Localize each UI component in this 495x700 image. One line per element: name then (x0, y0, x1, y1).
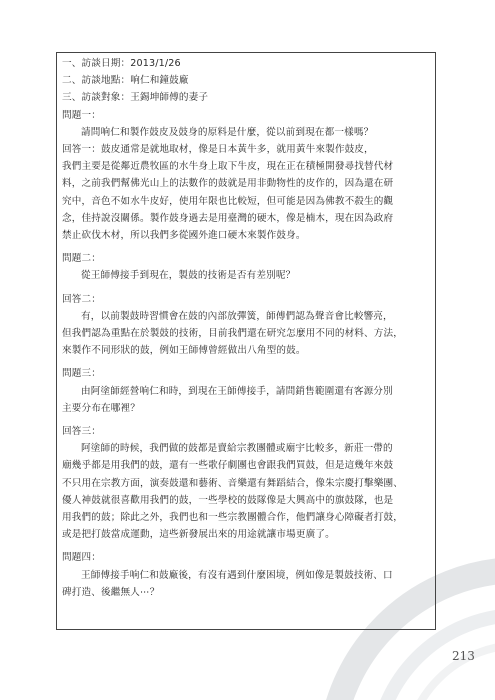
answer-3-line: 用我們的鼓；除此之外，我們也和一些宗教團體合作，他們讓身心障礙者打鼓， (62, 512, 404, 524)
question-2-label: 問題二： (62, 253, 101, 265)
question-4-line: 碑打造、後繼無人⋯？ (62, 586, 160, 598)
question-3-line: 主要分布在哪裡？ (62, 402, 140, 414)
answer-3-line: 或是把打鼓當成運動，這些新發展出來的用途就讓市場更廣了。 (62, 529, 335, 541)
answer-2-line: 有，以前製鼓時習慣會在鼓的內部放彈簧，師傅們認為聲音會比較響亮， (81, 310, 393, 322)
interview-place: 二、訪談地點：响仁和鐘鼓廠 (62, 75, 189, 87)
answer-1-line: 究中，音色不如水牛皮好，使用年限也比較短，但可能是因為佛教不殺生的觀 (62, 195, 394, 207)
question-4-line: 王師傅接手响仁和鼓廠後，有沒有遇到什麼困境，例如像是製鼓技術、口 (81, 569, 393, 581)
answer-3-label: 回答三： (62, 426, 101, 438)
answer-2-line: 但我們認為重點在於製鼓的技術，目前我們還在研究怎麼用不同的材料、方法， (62, 328, 404, 340)
question-3-line: 由阿塗師經營响仁和時，到現在王師傅接手，請問銷售範圍還有客源分別 (81, 385, 393, 397)
interview-content (62, 55, 432, 601)
answer-1-line: 回答一：鼓皮通常是就地取材，像是日本黃牛多，就用黃牛來製作鼓皮， (62, 144, 374, 156)
answer-1-line: 料，之前我們幫佛光山上的法數作的鼓就是用非動物性的皮作的，因為還在研 (62, 178, 394, 190)
question-1-text: 請問响仁和製作鼓皮及鼓身的原料是什麼，從以前到現在都一樣嗎？ (81, 126, 374, 138)
interview-date: 一、訪談日期：2013/1/26 (62, 58, 181, 69)
question-3-label: 問題三： (62, 368, 101, 380)
answer-1-line: 禁止砍伐木材，所以我們多從國外進口硬木來製作鼓身。 (62, 230, 306, 242)
answer-2-line: 來製作不同形狀的鼓，例如王師傅曾經做出八角型的鼓。 (62, 345, 306, 357)
answer-3-line: 不只用在宗教方面，演奏鼓還和藝術、音樂還有舞蹈結合，像朱宗慶打擊樂團、 (62, 477, 404, 489)
interview-subject: 三、訪談對象：王錫坤師傅的妻子 (62, 92, 209, 104)
page-number: 213 (452, 649, 475, 663)
question-4-label: 問題四： (62, 552, 101, 564)
question-1-label: 問題一： (62, 109, 101, 121)
answer-3-line: 阿塗師的時候，我們做的鼓都是賣給宗教團體或廟宇比較多，新莊一帶的 (81, 443, 393, 455)
answer-3-line: 廟幾乎都是用我們的鼓，還有一些歌仔劇團也會跟我們買鼓，但是這幾年來鼓 (62, 460, 394, 472)
answer-1-line: 念，佳持說沒關係。製作鼓身過去是用臺灣的硬木，像是楠木，現在因為政府 (62, 212, 394, 224)
interview-record-box (56, 52, 436, 630)
question-2-text: 從王師傅接手到現在，製鼓的技術是否有差別呢？ (81, 270, 296, 282)
answer-2-label: 回答二： (62, 293, 101, 305)
answer-1-line: 我們主要是從鄰近農牧區的水牛身上取下牛皮，現在正在積極開發尋找替代材 (62, 161, 394, 173)
answer-3-line: 優人神鼓就很喜歡用我們的鼓，一些學校的鼓隊像是大興高中的旗鼓隊，也是 (62, 494, 394, 506)
